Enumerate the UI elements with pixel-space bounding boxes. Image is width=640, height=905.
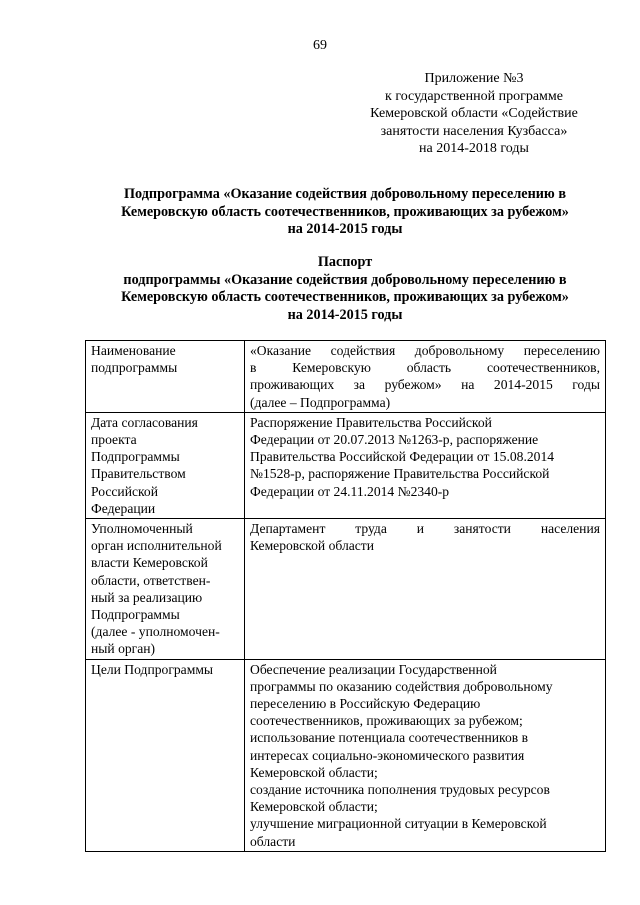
- appendix-line: на 2014-2018 годы: [419, 141, 529, 156]
- table-row: [86, 412, 606, 518]
- table-row: [86, 659, 606, 851]
- passport-heading-block: [60, 254, 630, 324]
- label-line: Российской: [91, 483, 158, 499]
- label-line: ный за реализацию: [91, 589, 203, 605]
- value-line: Кемеровской области: [250, 538, 375, 554]
- row-value-cell: [245, 412, 606, 518]
- label-line: (далее - уполномочен-: [91, 624, 220, 640]
- row-value-cell: [245, 659, 606, 851]
- label-line: орган исполнительной: [91, 538, 222, 554]
- label-line: проекта: [91, 432, 137, 448]
- value-line: (далее – Подпрограмма): [250, 394, 391, 410]
- value-line: Правительства Российской Федерации от 15.08.2014: [250, 449, 555, 465]
- passport-heading: Паспорт: [317, 254, 373, 270]
- label-line: Дата согласования: [91, 414, 198, 430]
- value-line: в Кемеровскую область соотечественников,: [250, 360, 600, 376]
- value-line: «Оказание содействия добровольному переселению: [250, 343, 600, 358]
- subprogram-title: [60, 186, 630, 239]
- value-line: №1528-р, распоряжение Правительства Российской: [250, 466, 550, 482]
- passport-title-line: Кемеровскую область соотечественников, проживающих за рубежом»: [121, 289, 569, 305]
- subprogram-title-line: Кемеровскую область соотечественников, проживающих за рубежом»: [121, 203, 569, 220]
- appendix-line: Кемеровской области «Содействие: [370, 106, 578, 121]
- label-line: подпрограммы: [91, 360, 178, 376]
- label-line: Подпрограммы: [91, 607, 180, 623]
- value-line: Кемеровской области;: [250, 764, 378, 780]
- value-line: улучшение миграционной ситуации в Кемеровской: [250, 816, 547, 832]
- passport-table: [85, 340, 606, 852]
- label-line: Наименование: [91, 343, 176, 358]
- passport-title-line: подпрограммы «Оказание содействия добровольному переселению в: [123, 271, 567, 288]
- subprogram-title-line: Подпрограмма «Оказание содействия добровольному переселению в: [124, 186, 566, 202]
- value-line: переселению в Российскую Федерацию: [250, 696, 481, 712]
- value-line: Кемеровской области;: [250, 799, 378, 815]
- row-label-cell: [86, 519, 245, 660]
- label-line: Уполномоченный: [91, 521, 193, 537]
- label-line: Подпрограммы: [91, 449, 180, 465]
- value-line: интересах социально-экономического развития: [250, 747, 525, 763]
- appendix-line: к государственной программе: [385, 88, 563, 104]
- value-line: Обеспечение реализации Государственной: [250, 661, 497, 677]
- value-line: Федерации от 20.07.2013 №1263-р, распоряжение: [250, 432, 539, 448]
- value-line: программы по оказанию содействия добровольному: [250, 678, 553, 694]
- appendix-note: [350, 70, 598, 158]
- label-line: Правительством: [91, 466, 186, 482]
- row-label-cell: [86, 341, 245, 413]
- appendix-line: Приложение №3: [424, 71, 524, 86]
- value-line: использование потенциала соотечественников в: [250, 730, 528, 746]
- row-value-cell: [245, 519, 606, 660]
- value-line: проживающих за рубежом» на 2014-2015 годы: [250, 377, 600, 393]
- table-row: [86, 341, 606, 413]
- page-number: 69: [313, 38, 327, 53]
- appendix-line: занятости населения Кузбасса»: [380, 123, 568, 139]
- table-row: [86, 519, 606, 660]
- value-line: области: [250, 833, 296, 849]
- label-line: Федерации: [91, 500, 156, 516]
- row-value-cell: [245, 341, 606, 413]
- label-line: ный орган): [91, 641, 156, 657]
- label-line: Цели Подпрограммы: [91, 661, 214, 677]
- value-line: создание источника пополнения трудовых ресурсов: [250, 782, 550, 798]
- value-line: Федерации от 24.11.2014 №2340-р: [250, 483, 450, 499]
- row-label-cell: [86, 659, 245, 851]
- subprogram-title-line: на 2014-2015 годы: [287, 221, 403, 237]
- value-line: Департамент труда и занятости населения: [250, 521, 600, 537]
- passport-title-line: на 2014-2015 годы: [287, 306, 403, 323]
- label-line: власти Кемеровской: [91, 555, 208, 571]
- value-line: соотечественников, проживающих за рубежом;: [250, 713, 523, 729]
- label-line: области, ответствен-: [91, 572, 211, 588]
- value-line: Распоряжение Правительства Российской: [250, 414, 492, 430]
- row-label-cell: [86, 412, 245, 518]
